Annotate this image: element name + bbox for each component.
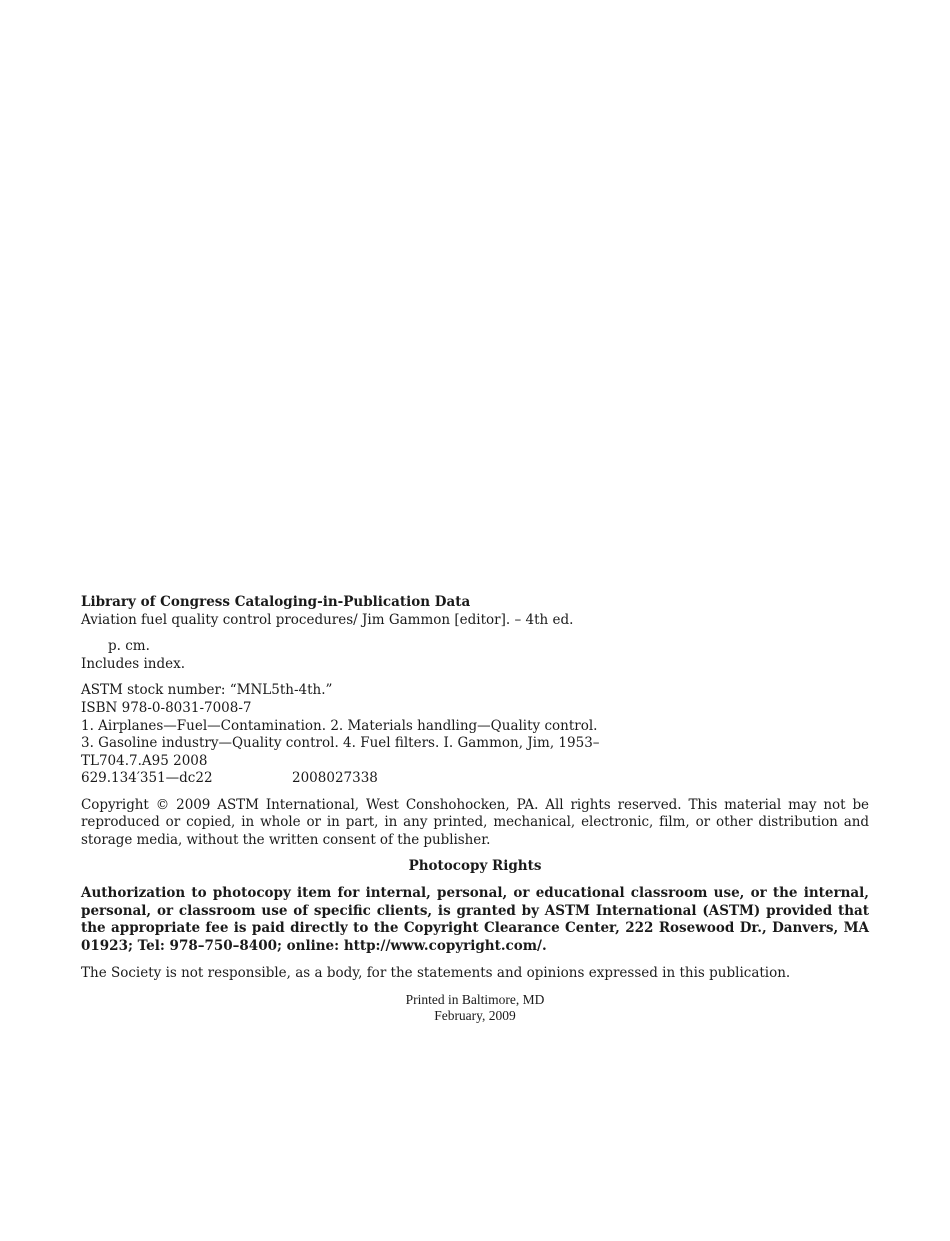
copyright-page bbox=[81, 594, 869, 1024]
printed-date: February, 2009 bbox=[434, 1008, 516, 1024]
copyright-notice: Copyright © 2009 ASTM International, West Conshohocken, PA. All rights reserved. This material may not be reproduced or copied, in whole or in part, in any printed, mechanical, electronic, film, or other distribution and storage media, without the written consent of the publisher. bbox=[81, 796, 869, 848]
cip-title-line: Aviation fuel quality control procedures/ Jim Gammon [editor]. – 4th ed. bbox=[81, 611, 574, 628]
cip-lccn: 2008027338 bbox=[292, 770, 378, 787]
cip-dewey: 629.134′351—dc22 bbox=[81, 770, 213, 787]
printed-info bbox=[81, 992, 869, 1024]
cip-subjects-line-1: 1. Airplanes—Fuel—Contamination. 2. Materials handling—Quality control. bbox=[81, 717, 598, 734]
printed-location: Printed in Baltimore, MD bbox=[405, 992, 545, 1008]
cip-heading: Library of Congress Cataloging-in-Publication Data bbox=[81, 594, 471, 610]
photocopy-rights-heading: Photocopy Rights bbox=[408, 858, 542, 875]
cip-includes-index: Includes index. bbox=[81, 655, 185, 672]
cip-isbn: ISBN 978-0-8031-7008-7 bbox=[81, 699, 252, 716]
cip-subjects-line-2: 3. Gasoline industry—Quality control. 4. Fuel filters. I. Gammon, Jim, 1953– bbox=[81, 735, 600, 752]
cip-lc-class: TL704.7.A95 2008 bbox=[81, 752, 208, 769]
disclaimer: The Society is not responsible, as a body, for the statements and opinions expressed in this publication. bbox=[81, 964, 791, 981]
cip-classification-row bbox=[81, 770, 869, 788]
photocopy-authorization: Authorization to photocopy item for internal, personal, or educational classroom use, or the internal, personal, or classroom use of specific clients, is granted by ASTM International (ASTM) provided that the appropriate fee is paid directly to the Copyright Clearance Center, 222 Rosewood Dr., Danvers, MA 01923; Tel: 978–750–8400; online: http://www.copyright.com/. bbox=[81, 885, 869, 955]
cip-pcm: p. cm. bbox=[108, 638, 150, 655]
cip-stock-number: ASTM stock number: “MNL5th-4th.” bbox=[81, 682, 333, 699]
